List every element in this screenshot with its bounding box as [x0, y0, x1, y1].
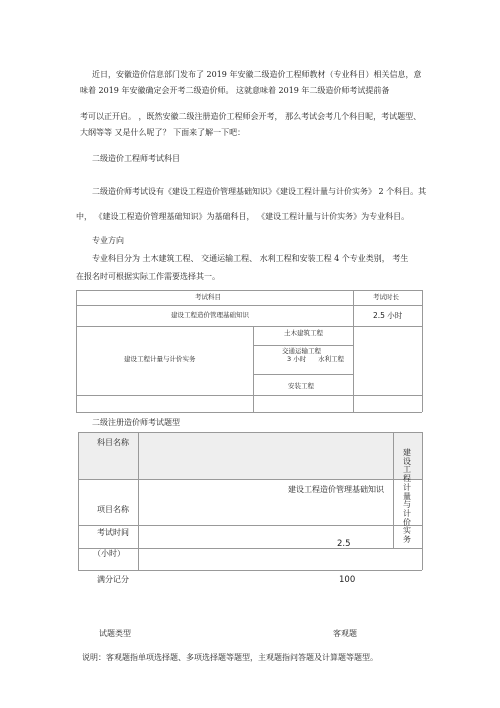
intro-line-1: 近日，安徽造价信息部门发布了 2019 年安徽二级造价工程师教材（专业科目）相关信息，意	[92, 70, 422, 79]
table2-full-score-value: 100	[339, 575, 356, 585]
intro-line-4: 大纲等等 又是什么呢了？ 下面来了解一下吧：	[80, 128, 246, 137]
direction-para-line-2: 在报名时可根据实际工作需要选择其一。	[76, 272, 220, 281]
table2-col2-header: 建 设 工 程 计 量 与 计 价 实 务	[403, 448, 411, 545]
subjects-para-line-1: 二级造价师考试设有《建设工程造价管理基础知识》《建设工程计量与计价实务》 2 个科目。其	[92, 187, 427, 196]
table2-exam-time-value: 2.5	[337, 539, 351, 549]
table2-subject-name-label: 科目名称	[97, 438, 129, 447]
table2-col1-header: 建设工程造价管理基础知识	[288, 485, 384, 494]
table2-question-type-label: 试题类型	[99, 629, 131, 638]
table1-header-subject: 考试科目	[195, 293, 221, 301]
table1-category-install: 安装工程	[288, 382, 314, 390]
section-heading-direction: 专业方向	[92, 236, 124, 245]
table2-exam-time-label: 考试时间	[97, 528, 129, 537]
intro-line-3: 考可以正开启。 ，既然安徽二级注册造价工程师会开考， 那么考试会考几个科目呢，考试题型、	[80, 112, 422, 121]
subjects-para-line-2: 中， 《建设工程造价管理基础知识》为基础科目， 《建设工程计量与计价实务》为专业科目。	[76, 212, 410, 221]
table2-question-type-value: 客观题	[333, 629, 357, 638]
table2-hours-label: （小时）	[93, 549, 125, 558]
note-text: 说明：客观题指单项选择题、多项选择题等题型，主观题指问答题及计算题等题型。	[82, 653, 378, 662]
table1-header-duration: 考试时长	[373, 293, 399, 301]
direction-para-line-1: 专业科目分为 土木建筑工程、 交通运输工程、 水利工程和安装工程 4 个专业类别， 考生	[92, 254, 409, 263]
section-heading-subjects: 二级造价工程师考试科目	[92, 154, 180, 163]
table2-project-name-label: 项目名称	[97, 505, 129, 514]
table1-row2-duration: 3 小时	[287, 355, 307, 363]
table1-category-water: 水利工程	[318, 355, 344, 363]
intro-line-2: 味着 2019 年安徽确定会开考二级造价师。 这就意味着 2019 年二级造价师考试提前备	[80, 86, 390, 95]
table1-row1-subject: 建设工程造价管理基础知识	[171, 311, 249, 319]
table1-category-civil: 土木建筑工程	[284, 329, 323, 337]
table1-category-transport: 交通运输工程	[282, 347, 321, 355]
table2-full-score-label: 满分记分	[97, 575, 129, 584]
table1-row1-duration: 2.5 小时	[373, 311, 403, 320]
section-heading-question-types: 二级注册造价师考试题型	[92, 418, 180, 427]
table1-row2-subject: 建设工程计量与计价实务	[124, 355, 196, 363]
